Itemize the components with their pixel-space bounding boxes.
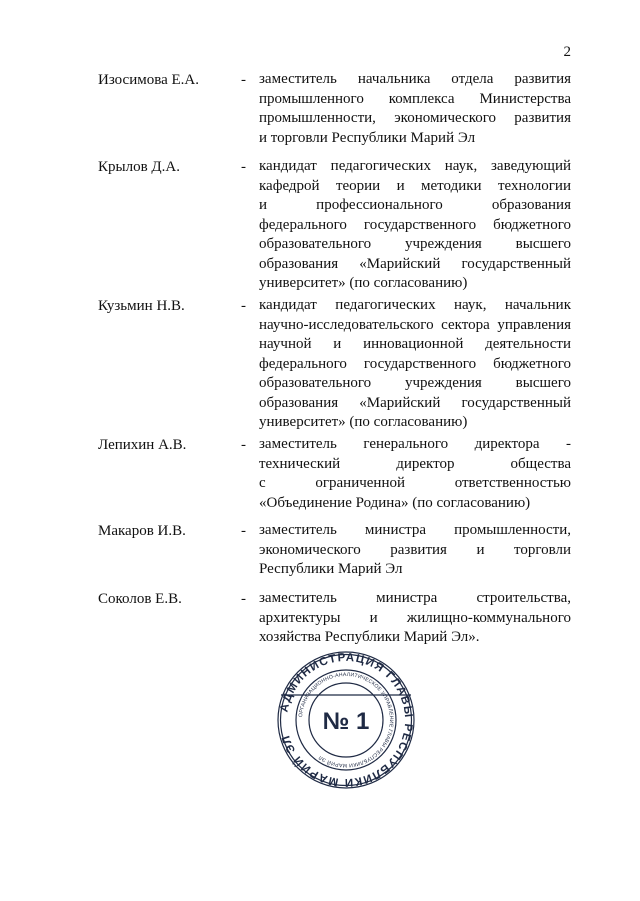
- position-line: федерального государственного бюджетного: [259, 216, 571, 233]
- position-line: промышленности, экономического развития: [259, 110, 571, 126]
- member-name: Изосимова Е.А.: [98, 72, 200, 88]
- position-line: образовательного учреждения высшего: [259, 236, 571, 252]
- seal-outer-text: АДМИНИСТРАЦИЯ ГЛАВЫ РЕСПУБЛИКИ МАРИЙ ЭЛ: [278, 651, 415, 789]
- page-number: 2: [563, 44, 571, 60]
- dash-separator: -: [241, 591, 246, 607]
- member-name: Макаров И.В.: [98, 523, 186, 539]
- member-position: [259, 589, 571, 648]
- position-line: научной и инновационной деятельности: [259, 336, 571, 352]
- seal-number: № 1: [322, 708, 370, 735]
- member-position: [259, 435, 571, 513]
- dash-separator: -: [241, 523, 246, 539]
- position-line: заместитель генерального директора -: [259, 436, 571, 452]
- position-line: экономического развития и торговли: [259, 541, 571, 558]
- member-position: [259, 157, 571, 294]
- position-line: университет» (по согласованию): [259, 275, 468, 291]
- position-line: с ограниченной ответственностью: [259, 475, 571, 491]
- position-line: промышленного комплекса Министерства: [259, 90, 571, 107]
- position-line: «Объединение Родина» (по согласованию): [259, 494, 531, 511]
- member-name: Соколов Е.В.: [98, 591, 182, 607]
- position-line: Республики Марий Эл: [259, 561, 403, 577]
- position-line: технический директор общества: [259, 455, 571, 472]
- position-line: заместитель начальника отдела развития: [259, 71, 571, 87]
- member-position: [259, 521, 571, 580]
- dash-separator: -: [241, 437, 246, 453]
- dash-separator: -: [241, 159, 246, 175]
- member-position: [259, 296, 571, 433]
- position-line: университет» (по согласованию): [259, 414, 468, 430]
- position-line: образовательного учреждения высшего: [259, 375, 571, 391]
- seal-inner-text: ОРГАНИЗАЦИОННО-АНАЛИТИЧЕСКОЕ УПРАВЛЕНИЕ ГЛАВЫ РЕСПУБЛИКИ МАРИЙ ЭЛ: [298, 671, 395, 769]
- position-line: кандидат педагогических наук, начальник: [259, 297, 571, 313]
- position-line: и профессионального образования: [259, 197, 571, 213]
- position-line: заместитель министра промышленности,: [259, 522, 571, 538]
- position-line: образования «Марийский государственный: [259, 255, 571, 272]
- official-seal: [276, 650, 416, 790]
- position-line: кандидат педагогических наук, заведующий: [259, 158, 571, 174]
- position-line: архитектуры и жилищно-коммунального: [259, 609, 571, 626]
- member-name: Кузьмин Н.В.: [98, 298, 185, 314]
- position-line: научно-исследовательского сектора управления: [259, 316, 571, 333]
- position-line: хозяйства Республики Марий Эл».: [259, 629, 480, 645]
- member-name: Крылов Д.А.: [98, 159, 180, 175]
- position-line: образования «Марийский государственный: [259, 394, 571, 411]
- position-line: заместитель министра строительства,: [259, 590, 571, 606]
- position-line: и торговли Республики Марий Эл: [259, 129, 476, 146]
- seal-stamp-icon: [276, 650, 416, 790]
- position-line: федерального государственного бюджетного: [259, 355, 571, 372]
- dash-separator: -: [241, 72, 246, 88]
- member-position: [259, 70, 571, 148]
- member-name: Лепихин А.В.: [98, 437, 187, 453]
- position-line: кафедрой теории и методики технологии: [259, 177, 571, 194]
- dash-separator: -: [241, 298, 246, 314]
